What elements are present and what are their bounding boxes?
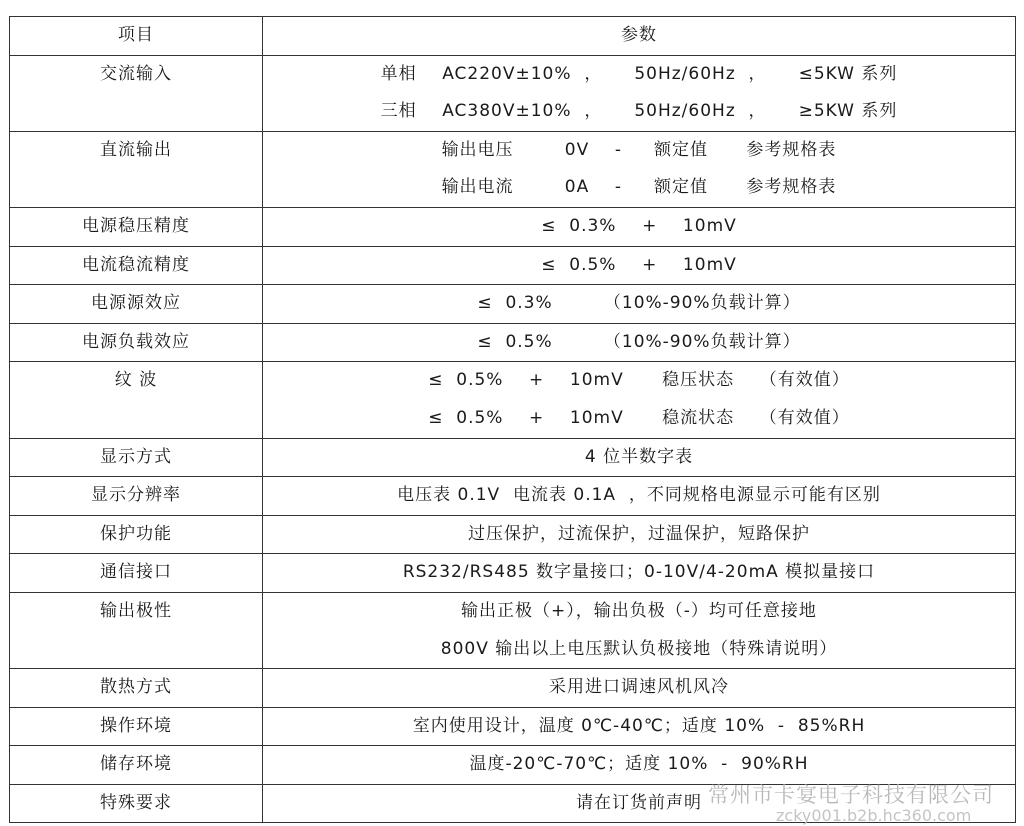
row-value-cell (263, 477, 1016, 516)
watermark-site: zcky001.b2b.hc360.com (776, 806, 972, 825)
table-row (10, 131, 1016, 207)
table-row (10, 554, 1016, 593)
row-value-line: 室内使用设计，温度 0℃-40℃；适度 10% - 85%RH (412, 715, 866, 736)
row-value-line: 800V 输出以上电压默认负极接地（特殊请说明） (440, 638, 838, 659)
spec-table (9, 16, 1016, 823)
row-label-cell (10, 554, 263, 593)
row-value-cell (263, 55, 1016, 131)
row-label-cell (10, 362, 263, 438)
row-value-cell (263, 323, 1016, 362)
row-value-line: ≤ 0.5% （10%-90%负载计算） (477, 331, 801, 352)
watermark-company: 常州市卡宴电子科技有限公司 (708, 783, 994, 807)
row-label: 输出极性 (100, 600, 172, 621)
row-label: 储存环境 (100, 754, 172, 775)
row-value-line: RS232/RS485 数字量接口；0-10V/4-20mA 模拟量接口 (402, 562, 876, 583)
row-value-line: 三相 AC380V±10% ， 50Hz/60Hz ， ≥5KW 系列 (380, 101, 898, 122)
table-row (10, 707, 1016, 746)
row-value-cell (263, 554, 1016, 593)
row-value-line: ≤ 0.5% + 10mV (541, 254, 737, 275)
row-value-cell (263, 592, 1016, 668)
row-value-line: 温度-20℃-70℃；适度 10% - 90%RH (469, 754, 809, 775)
row-value-line: ≤ 0.3% + 10mV (541, 215, 737, 236)
row-label-cell (10, 55, 263, 131)
row-value-cell (263, 285, 1016, 324)
row-label-cell (10, 131, 263, 207)
row-value-line: ≤ 0.5% + 10mV 稳压状态 （有效值） (428, 370, 850, 391)
row-label-cell (10, 515, 263, 554)
row-label-cell (10, 669, 263, 708)
row-value-line: 输出电压 0V - 额定值 参考规格表 (441, 139, 837, 160)
row-label-cell (10, 438, 263, 477)
row-label-cell (10, 784, 263, 823)
row-value-cell (263, 707, 1016, 746)
table-row (10, 669, 1016, 708)
table-row (10, 285, 1016, 324)
row-value-line: 4 位半数字表 (584, 446, 694, 467)
row-label-cell (10, 746, 263, 785)
row-label: 显示分辨率 (91, 485, 181, 506)
row-label: 电源源效应 (91, 293, 181, 314)
header-item: 项目 (10, 17, 263, 56)
row-label: 电流稳流精度 (82, 254, 190, 275)
table-row (10, 362, 1016, 438)
table-row (10, 592, 1016, 668)
row-value-line: 输出电流 0A - 额定值 参考规格表 (441, 177, 837, 198)
row-label: 操作环境 (100, 715, 172, 736)
table-header-row (10, 17, 1016, 56)
row-label-cell (10, 592, 263, 668)
row-label: 通信接口 (100, 562, 172, 583)
table-row (10, 207, 1016, 246)
row-label: 交流输入 (100, 63, 172, 84)
row-value-cell (263, 362, 1016, 438)
row-label: 电源负载效应 (82, 331, 190, 352)
table-row (10, 246, 1016, 285)
row-value-line: 输出正极（+），输出负极（-）均可任意接地 (461, 600, 817, 621)
row-value-cell (263, 131, 1016, 207)
row-value-cell (263, 207, 1016, 246)
row-label: 保护功能 (100, 523, 172, 544)
table-row (10, 55, 1016, 131)
row-value-cell (263, 515, 1016, 554)
row-value-line: 电压表 0.1V 电流表 0.1A ，不同规格电源显示可能有区别 (397, 485, 881, 506)
header-param: 参数 (263, 17, 1016, 56)
table-row (10, 477, 1016, 516)
table-row (10, 323, 1016, 362)
row-value-cell (263, 246, 1016, 285)
row-label-cell (10, 477, 263, 516)
table-row (10, 515, 1016, 554)
row-label: 纹 波 (114, 370, 158, 391)
row-value-line: 请在订货前声明 (576, 792, 702, 813)
row-value-line: 采用进口调速风机风冷 (549, 677, 729, 698)
row-label-cell (10, 285, 263, 324)
row-value-cell (263, 438, 1016, 477)
row-value-line: 单相 AC220V±10% ， 50Hz/60Hz ， ≤5KW 系列 (380, 63, 898, 84)
row-label: 直流输出 (100, 139, 172, 160)
row-label: 散热方式 (100, 677, 172, 698)
row-value-line: ≤ 0.3% （10%-90%负载计算） (477, 293, 801, 314)
row-label-cell (10, 246, 263, 285)
row-value-cell (263, 669, 1016, 708)
row-label-cell (10, 707, 263, 746)
row-label: 显示方式 (100, 446, 172, 467)
table-row (10, 438, 1016, 477)
row-label: 特殊要求 (100, 792, 172, 813)
row-label: 电源稳压精度 (82, 215, 190, 236)
row-label-cell (10, 323, 263, 362)
row-value-line: ≤ 0.5% + 10mV 稳流状态 （有效值） (428, 407, 850, 428)
row-value-line: 过压保护，过流保护，过温保护，短路保护 (468, 523, 810, 544)
row-label-cell (10, 207, 263, 246)
